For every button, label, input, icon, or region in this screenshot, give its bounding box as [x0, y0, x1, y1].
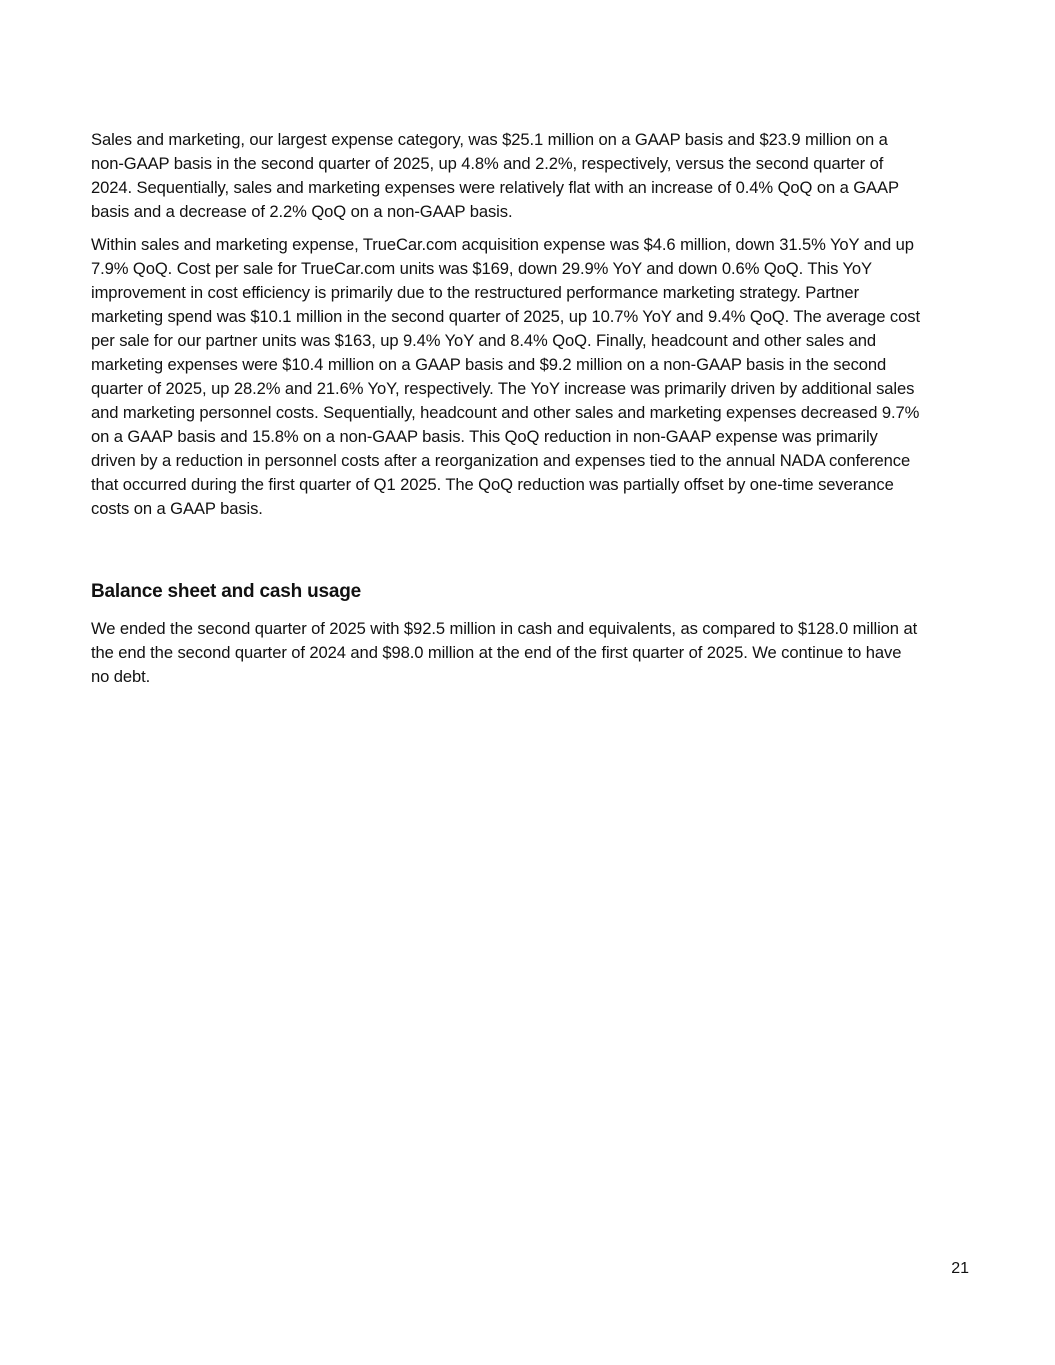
- sales-marketing-summary-paragraph: Sales and marketing, our largest expense category, was $25.1 million on a GAAP basis and $23.9 million on a non-GAAP basis in the second quarter of 2025, up 4.8% and 2.2%, respectively, versus the second quarter of 2024. Sequentially, sales and marketing expenses were relatively flat with an increase of 0.4% QoQ on a GAAP basis and a decrease of 2.2% QoQ on a non-GAAP basis.: [91, 130, 899, 221]
- section-heading: Balance sheet and cash usage: [91, 581, 362, 602]
- page-number: 21: [951, 1260, 969, 1277]
- sales-marketing-detail-paragraph: Within sales and marketing expense, TrueCar.com acquisition expense was $4.6 million, down 31.5% YoY and up 7.9% QoQ. Cost per sale for TrueCar.com units was $169, down 29.9% YoY and down 0.6% QoQ. This YoY improvement in cost efficiency is primarily due to the restructured performance marketing strategy. Partner marketing spend was $10.1 million in the second quarter of 2025, up 10.7% YoY and 9.4% QoQ. The average cost per sale for our partner units was $163, up 9.4% YoY and 8.4% QoQ. Finally, headcount and other sales and marketing expenses were $10.4 million on a GAAP basis and $9.2 million on a non-GAAP basis in the second quarter of 2025, up 28.2% and 21.6% YoY, respectively. The YoY increase was primarily driven by additional sales and marketing personnel costs. Sequentially, headcount and other sales and marketing expenses decreased 9.7% on a GAAP basis and 15.8% on a non-GAAP basis. This QoQ reduction in non-GAAP expense was primarily driven by a reduction in personnel costs after a reorganization and expenses tied to the annual NADA conference that occurred during the first quarter of Q1 2025. The QoQ reduction was partially offset by one-time severance costs on a GAAP basis.: [91, 235, 920, 518]
- page-content: [91, 128, 921, 689]
- balance-sheet-paragraph: We ended the second quarter of 2025 with $92.5 million in cash and equivalents, as compared to $128.0 million at the end the second quarter of 2024 and $98.0 million at the end of the first quarter of 2025. We continue to have no debt.: [91, 619, 918, 686]
